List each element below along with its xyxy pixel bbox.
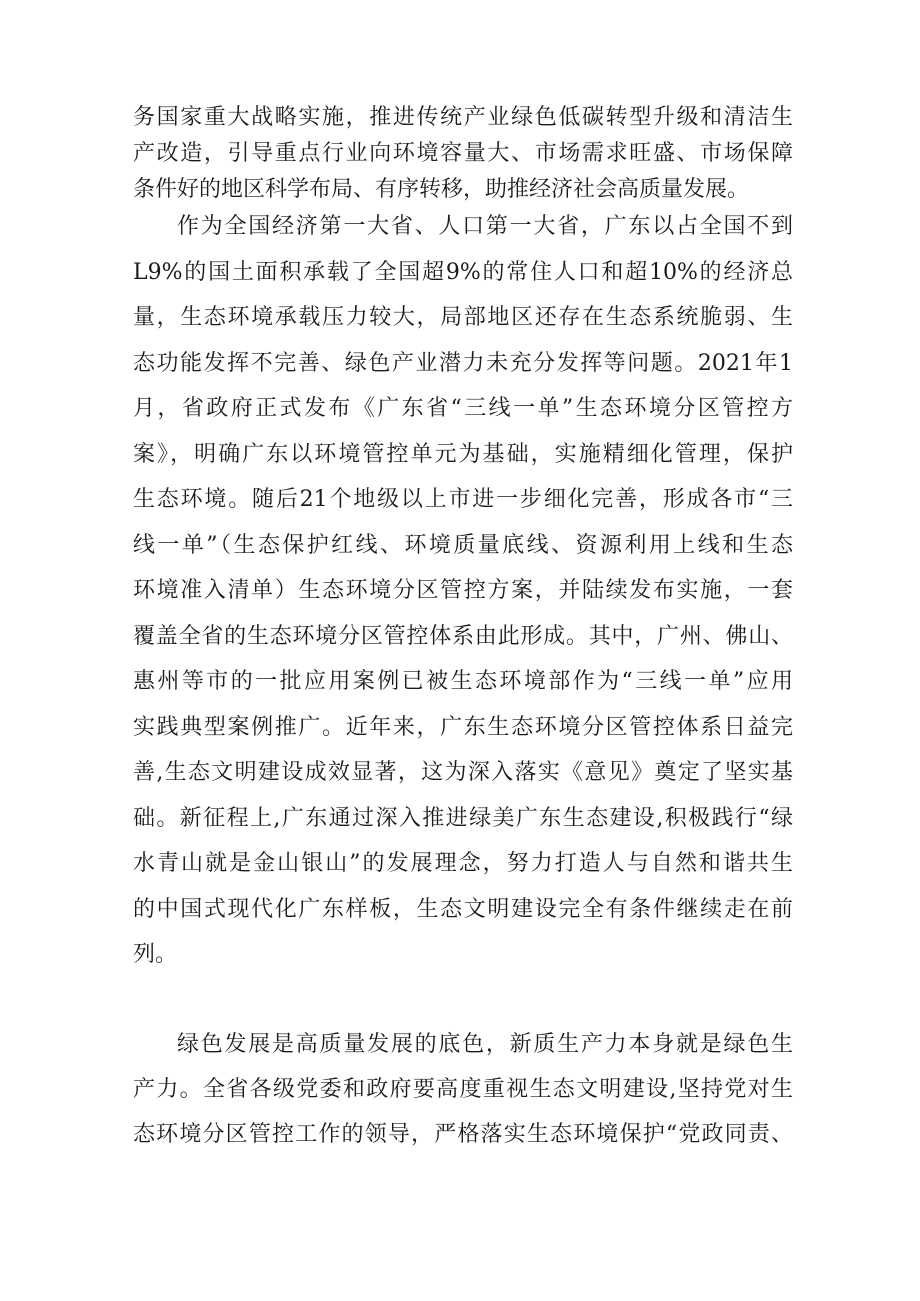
- paragraph-line: 绿色发展是高质量发展的底色，新质生产力本身就是绿色生: [177, 1032, 793, 1057]
- paragraph-line: 水青山就是金山银山”的发展理念，努力打造人与自然和谐共生: [133, 851, 793, 876]
- paragraph-line: 惠州等市的一批应用案例已被生态环境部作为“三线一单”应用: [133, 669, 793, 694]
- paragraph-line: 线一单”（生态保护红线、环境质量底线、资源利用上线和生态: [133, 532, 793, 558]
- paragraph-line: 案》，明确广东以环境管控单元为基础，实施精细化管理，保护: [133, 441, 793, 467]
- paragraph-1: [133, 100, 793, 208]
- paragraph-line: 善,生态文明建设成效显著，这为深入落实《意见》奠定了坚实基: [133, 760, 793, 785]
- paragraph-line: 态功能发挥不完善、绿色产业潜力未充分发挥等问题。2021年1: [133, 350, 793, 376]
- paragraph-line: 覆盖全省的生态环境分区管控体系由此形成。其中，广州、佛山、: [133, 623, 793, 649]
- paragraph-line: 月，省政府正式发布《广东省“三线一单”生态环境分区管控方: [133, 396, 793, 421]
- paragraph-line: 条件好的地区科学布局、有序转移，助推经济社会高质量发展。: [133, 177, 750, 202]
- paragraph-line: 的中国式现代化广东样板，生态文明建设完全有条件继续走在前: [133, 896, 793, 922]
- paragraph-line: 务国家重大战略实施，推进传统产业绿色低碳转型升级和清洁生: [133, 105, 793, 130]
- paragraph-3: [133, 1022, 793, 1157]
- paragraph-line: 环境准入清单）生态环境分区管控方案，并陆续发布实施，一套: [133, 578, 793, 603]
- paragraph-line: 作为全国经济第一大省、人口第一大省，广东以占全国不到: [177, 214, 793, 239]
- paragraph-line: L9%的国土面积承载了全国超9%的常住人口和超10%的经济总: [133, 259, 793, 285]
- paragraph-line: 础。新征程上,广东通过深入推进绿美广东生态建设,积极践行“绿: [133, 805, 793, 831]
- paragraph-line: 实践典型案例推广。近年来，广东生态环境分区管控体系日益完: [133, 714, 793, 740]
- paragraph-line: 态环境分区管控工作的领导，严格落实生态环境保护“党政同责、: [133, 1122, 793, 1147]
- paragraph-2: [133, 204, 793, 978]
- paragraph-line: 列。: [133, 942, 178, 967]
- paragraph-line: 生态环境。随后21个地级以上市进一步细化完善，形成各市“三: [133, 487, 793, 512]
- paragraph-line: 产力。全省各级党委和政府要高度重视生态文明建设,坚持党对生: [133, 1077, 793, 1102]
- paragraph-line: 量，生态环境承载压力较大，局部地区还存在生态系统脆弱、生: [133, 305, 793, 330]
- paragraph-line: 产改造，引导重点行业向环境容量大、市场需求旺盛、市场保障: [133, 141, 793, 166]
